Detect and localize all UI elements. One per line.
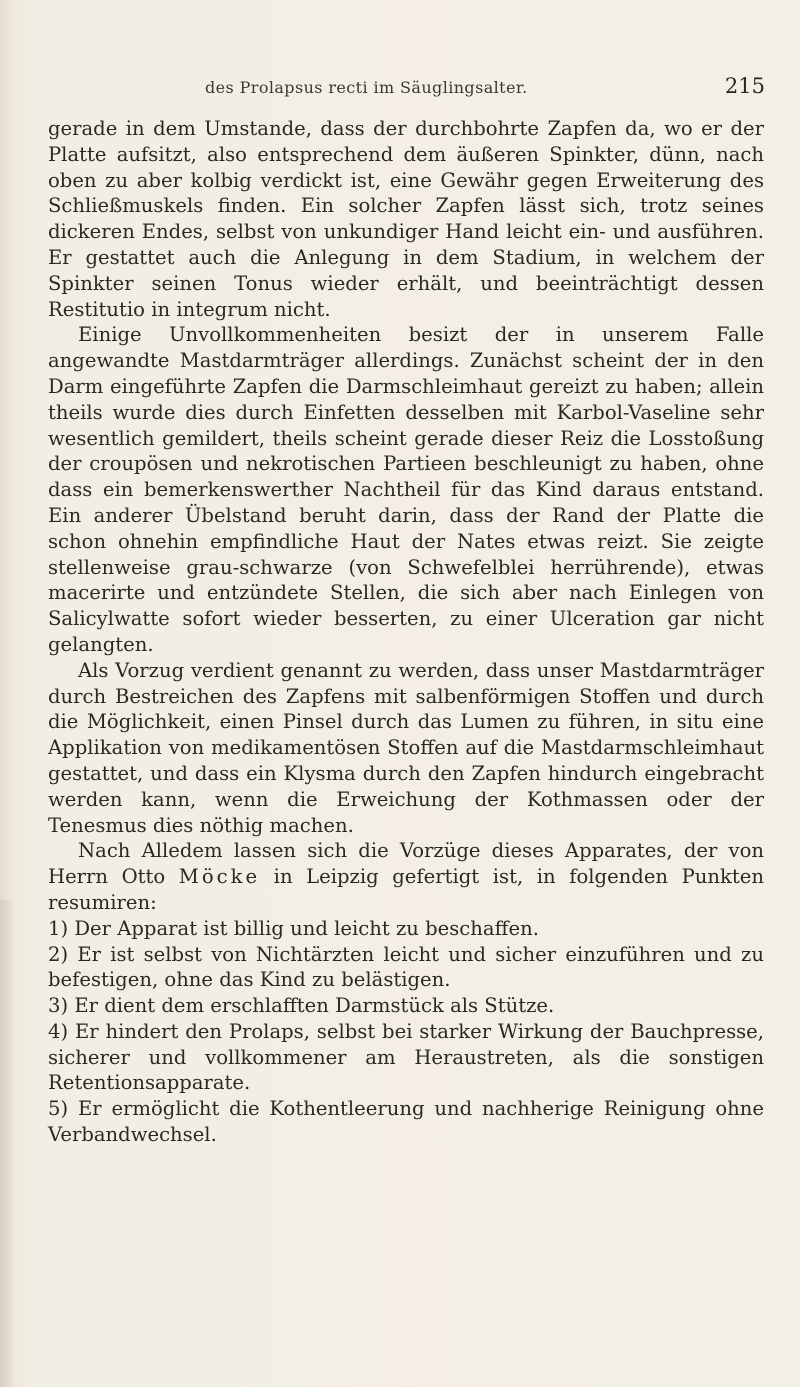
author-name-mocke: Möcke: [178, 865, 261, 889]
page-gutter-shadow: [0, 900, 14, 1387]
list-item-1: 1) Der Apparat ist billig und leicht zu beschaffen.: [48, 916, 539, 940]
page-number: 215: [724, 74, 765, 98]
paragraph-4: [48, 838, 764, 915]
list-item-3: 3) Er dient dem erschlafften Darmstück als Stütze.: [48, 994, 555, 1018]
running-head: des Prolapsus recti im Säuglingsalter.: [205, 78, 528, 97]
paragraph-4-end: in Leipzig gefertigt ist, in folgenden Punkten resumiren:: [48, 865, 764, 914]
page-header: [205, 74, 765, 104]
paragraph-1: gerade in dem Umstande, dass der durchbohrte Zapfen da, wo er der Platte aufsitzt, also entsprechend dem äußeren Spinkter, dünn, nach oben zu aber kolbig verdickt ist, eine Gewähr gegen Erweiterung des Schließmuskels finden. Ein solcher Zapfen lässt sich, trotz seines dickeren Endes, selbst von unkundiger Hand leicht ein- und ausführen. Er gestattet auch die Anlegung in dem Stadium, in welchem der Spinkter seinen Tonus wieder erhält, und beeinträchtigt dessen Restitutio in integrum nicht.: [48, 117, 764, 321]
paragraph-3: Als Vorzug verdient genannt zu werden, dass unser Mastdarmträger durch Bestreichen des Zapfens mit salbenförmigen Stoffen und durch die Möglichkeit, einen Pinsel durch das Lumen zu führen, in situ eine Applikation von medikamentösen Stoffen auf die Mastdarmschleimhaut gestattet, und dass ein Klysma durch den Zapfen hindurch eingebracht werden kann, wenn die Erweichung der Kothmassen oder der Tenesmus dies nöthig machen.: [48, 658, 764, 837]
list-item-4: 4) Er hindert den Prolaps, selbst bei starker Wirkung der Bauchpresse, sicherer und vollkommener am Heraustreten, als die sonstigen Retentionsapparate.: [48, 1019, 764, 1095]
list-item-2: 2) Er ist selbst von Nichtärzten leicht und sicher einzuführen und zu befestigen, ohne das Kind zu belästigen.: [48, 942, 764, 992]
body-text: [48, 116, 764, 1148]
list-item-5: 5) Er ermöglicht die Kothentleerung und nachherige Reinigung ohne Verbandwechsel.: [48, 1097, 764, 1147]
paragraph-4-start: Nach Alledem lassen sich die Vorzüge dieses Apparates, der von Herrn Otto: [48, 839, 764, 889]
paragraph-2: Einige Unvollkommenheiten besizt der in unserem Falle angewandte Mastdarmträger allerdings. Zunächst scheint der in den Darm eingeführte Zapfen die Darmschleimhaut gereizt zu haben; allein theils wurde dies durch Einfetten desselben mit Karbol-Vaseline sehr wesentlich gemildert, theils scheint gerade dieser Reiz die Losstoßung der croupösen und nekrotischen Partieen beschleunigt zu haben, ohne dass ein bemerkenswerther Nachtheil für das Kind daraus entstand. Ein anderer Übelstand beruht darin, dass der Rand der Platte die schon ohnehin empfindliche Haut der Nates etwas reizt. Sie zeigte stellenweise grau-schwarze (von Schwefelblei herrührende), etwas macerirte und entzündete Stellen, die sich aber nach Einlegen von Salicylwatte sofort wieder besserten, zu einer Ulceration gar nicht gelangten.: [48, 323, 764, 656]
